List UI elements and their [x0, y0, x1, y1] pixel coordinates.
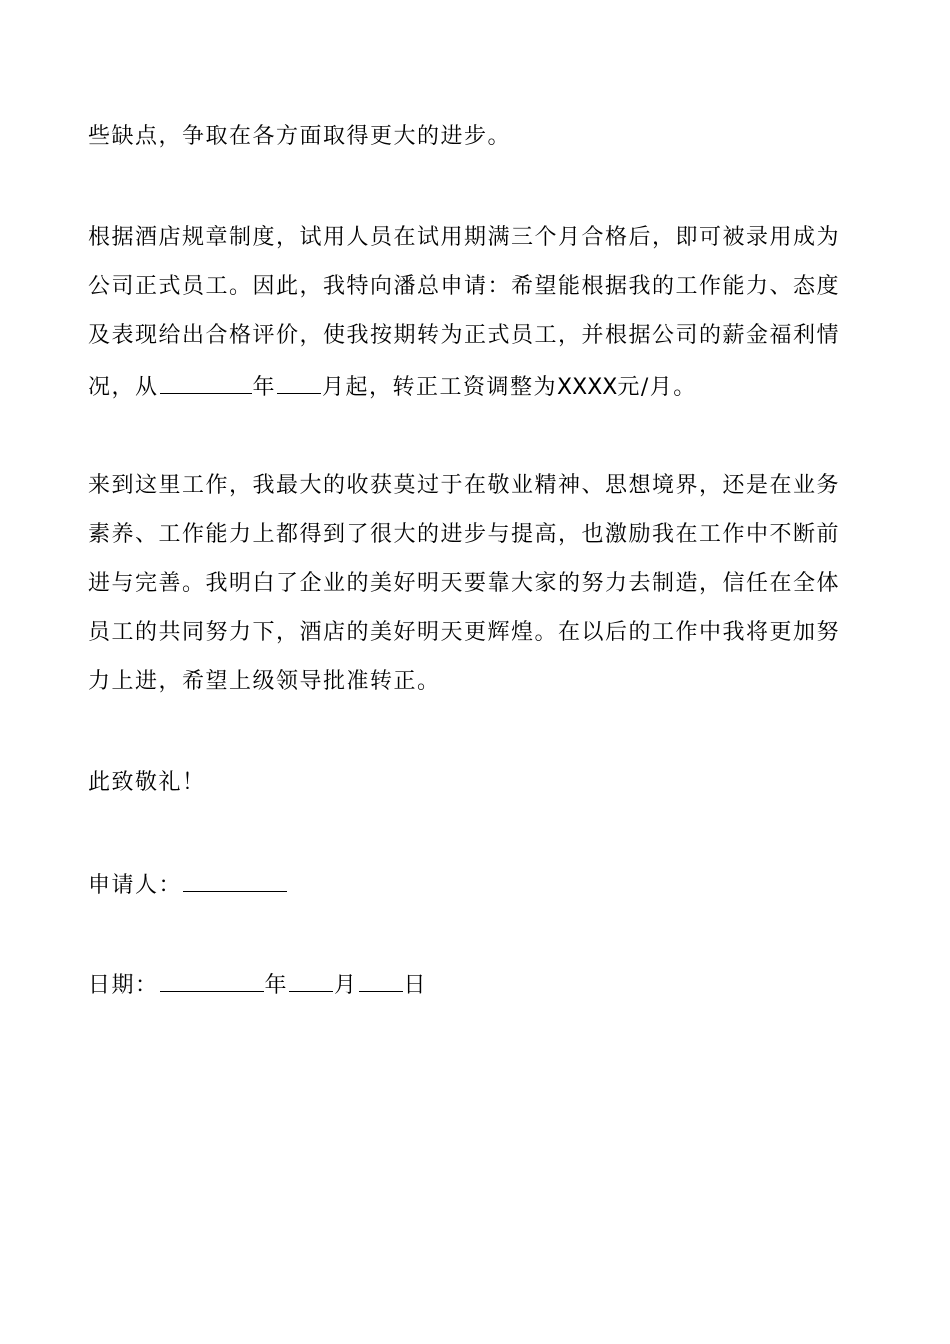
paragraph-2-line-3: 及表现给出合格评价，使我按期转为正式员工，并根据公司的薪金福利情: [88, 323, 841, 348]
paragraph-2-line-1: 根据酒店规章制度，试用人员在试用期满三个月合格后，即可被录用成为: [88, 225, 841, 250]
paragraph-3-line-4: 员工的共同努力下，酒店的美好明天更辉煌。在以后的工作中我将更加努: [88, 620, 841, 645]
date-day-blank: [359, 969, 403, 992]
paragraph-3-line-2: 素养、工作能力上都得到了很大的进步与提高，也激励我在工作中不断前: [88, 522, 841, 547]
salary-amount: XXXX: [557, 375, 618, 400]
date-month-blank: [289, 969, 333, 992]
year-blank: [160, 371, 252, 394]
applicant-blank: [183, 869, 287, 892]
paragraph-3-line-3: 进与完善。我明白了企业的美好明天要靠大家的努力去制造，信任在全体: [88, 571, 841, 596]
applicant-line: [88, 869, 878, 900]
date-month-label: 月: [334, 973, 358, 998]
paragraph-2-line-4: [88, 371, 878, 402]
date-line: [88, 969, 878, 1000]
date-label: 日期：: [88, 973, 159, 998]
date-day-label: 日: [403, 973, 428, 998]
closing-salutation: 此致敬礼！: [88, 770, 206, 795]
paragraph-2-line-2: 公司正式员工。因此，我特向潘总申请：希望能根据我的工作能力、态度: [88, 274, 841, 299]
text-segment: 月起，转正工资调整为: [322, 375, 558, 400]
text-segment: 况，从: [88, 375, 159, 400]
paragraph-1-line-1: 些缺点，争取在各方面取得更大的进步。: [88, 124, 512, 149]
date-year-blank: [160, 969, 264, 992]
date-year-label: 年: [264, 973, 289, 998]
paragraph-3-line-5: 力上进，希望上级领导批准转正。: [88, 669, 441, 694]
text-segment: 年: [252, 375, 277, 400]
paragraph-3-line-1: 来到这里工作，我最大的收获莫过于在敬业精神、思想境界，还是在业务: [88, 473, 841, 498]
applicant-label: 申请人：: [88, 873, 183, 898]
month-blank: [277, 371, 321, 394]
text-segment: 元/月。: [617, 375, 697, 400]
